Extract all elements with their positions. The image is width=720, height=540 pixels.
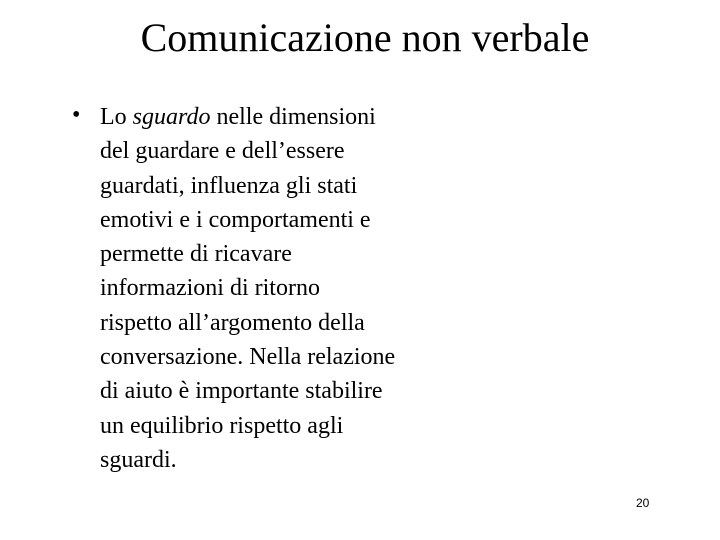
bullet-prefix: Lo (100, 104, 133, 130)
bullet-line: emotivi e i comportamenti e (100, 206, 371, 233)
bullet-line: conversazione. Nella relazione (100, 344, 396, 371)
bullet-line: guardati, influenza gli stati (100, 172, 358, 199)
bullet-suffix: nelle dimensioni (210, 104, 376, 130)
bullet-line: rispetto all’argomento della (100, 309, 365, 336)
bullet-line: un equilibrio rispetto agli (100, 412, 344, 439)
bullet-line: permette di ricavare (100, 241, 292, 268)
slide-title: Comunicazione non verbale (140, 15, 590, 60)
bullet-paragraph (100, 100, 480, 477)
bullet-line-1 (100, 100, 480, 134)
bullet-line: informazioni di ritorno (100, 275, 320, 302)
bullet-line: sguardi. (100, 446, 177, 473)
bullet-marker: • (72, 102, 81, 128)
page-number: 20 (636, 496, 650, 510)
bullet-line: del guardare e dell’essere (100, 138, 345, 165)
bullet-emphasis: sguardo (132, 104, 211, 130)
bullet-line: di aiuto è importante stabilire (100, 378, 383, 405)
